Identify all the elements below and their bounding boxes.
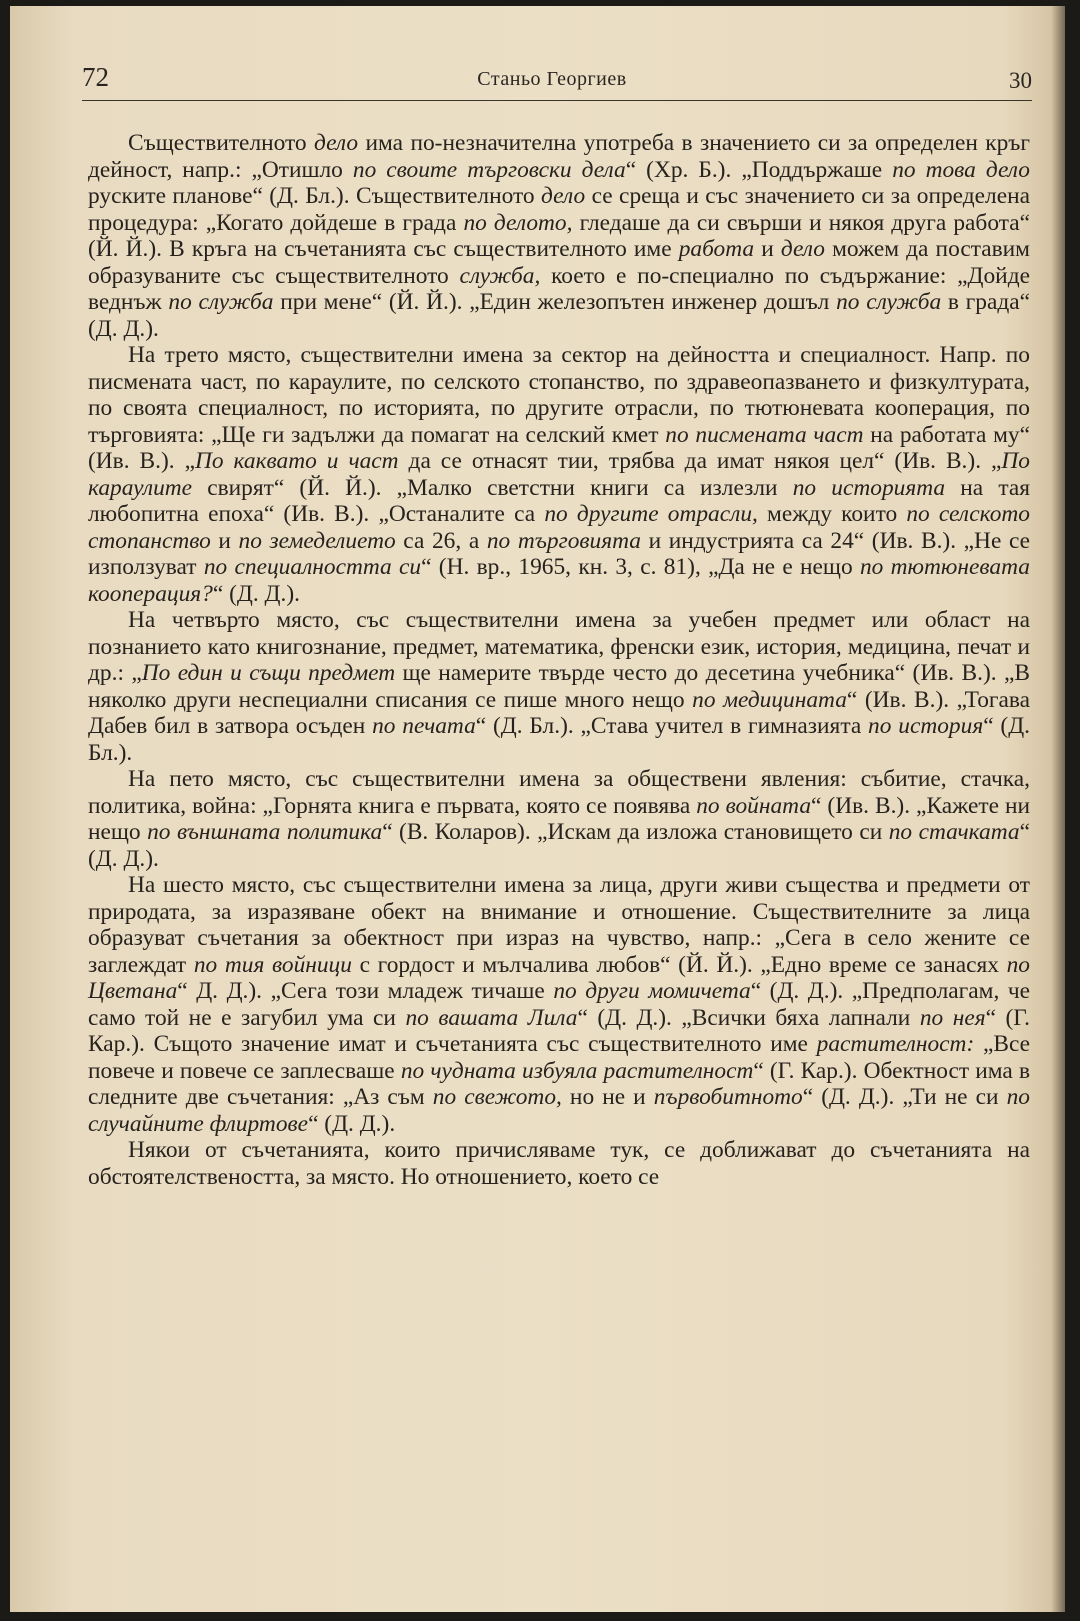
italic-example: по специалността си bbox=[203, 554, 422, 580]
italic-example: По караулите bbox=[88, 448, 1030, 501]
italic-example: по свежото, bbox=[432, 1084, 562, 1110]
text-run: на тая любопитна епоха“ (Ив. В.). „Останалите са bbox=[88, 474, 1030, 527]
text-run: при мене“ (Й. Й.). „Един железопътен инженер дошъл bbox=[273, 289, 837, 315]
italic-example: по чудната избуяла растителност bbox=[400, 1057, 754, 1084]
text-run: и индустрията са 24“ (Ив. В.). „Не се използуват bbox=[88, 527, 1031, 580]
paragraph bbox=[88, 766, 1030, 872]
page-edge-shadow bbox=[1051, 6, 1065, 1612]
paragraph bbox=[88, 342, 1030, 607]
text-run: “ (Н. вр., 1965, кн. 3, с. 81), „Да не е нещо bbox=[421, 554, 860, 580]
italic-example: по служба bbox=[168, 289, 274, 315]
text-run: “ (Д. Бл.). „Става учител в гимназията bbox=[475, 713, 869, 739]
italic-example: по медицината bbox=[692, 686, 847, 713]
text-run: “ (Д. Д.). „Ти не си bbox=[802, 1084, 1007, 1110]
paragraph bbox=[88, 1137, 1030, 1190]
text-run: “ (Ив. В.). „Кажете ни нещо bbox=[88, 792, 1030, 845]
text-run: „Все повече и повече се заплесваше bbox=[88, 1031, 1030, 1084]
text-run: “ (В. Коларов). „Искам да изложа становището си bbox=[382, 819, 889, 845]
italic-example: по печата bbox=[372, 713, 476, 739]
text-run: с гордост и мълчалива любов“ (Й. Й.). „Едно време се занасях bbox=[351, 951, 1007, 978]
body-text bbox=[88, 130, 1030, 1190]
running-head bbox=[72, 62, 1032, 102]
italic-example: по историята bbox=[792, 474, 946, 501]
book-page bbox=[10, 6, 1065, 1612]
italic-example: По каквато и част bbox=[194, 448, 399, 474]
text-run: но не и bbox=[561, 1084, 654, 1110]
text-run: което е по-специално по съдържание: „Дойде веднъж bbox=[88, 262, 1030, 315]
italic-example: първобитното bbox=[653, 1084, 803, 1110]
text-run: Някои от съчетанията, които причисляваме тук, се доближават до съчетанията на обстоятелствеността, за място. Но отношението, което се bbox=[88, 1137, 1030, 1190]
italic-example: по нея bbox=[919, 1004, 986, 1031]
text-run: руските планове“ (Д. Бл.). Съществителното bbox=[88, 183, 542, 209]
italic-example: по история bbox=[868, 713, 984, 739]
paragraph bbox=[88, 130, 1030, 342]
italic-example: работа bbox=[678, 236, 755, 262]
paragraph bbox=[88, 607, 1030, 766]
italic-example: по търговията bbox=[486, 527, 641, 554]
text-run: “ (Д. Бл.). bbox=[88, 713, 1031, 766]
text-run: “ (Д. Д.). bbox=[88, 819, 1030, 872]
folio-number: 30 bbox=[1009, 68, 1032, 93]
text-run: “ (Ив. В.). „Тогава Дабев бил в затвора осъден bbox=[88, 686, 1031, 739]
text-run: да се отнасят тии, трябва да имат някоя цел“ (Ив. В.). „ bbox=[398, 448, 1002, 474]
text-run: На пето място, със съществителни имена за обществени явления: събитие, стачка, политика, война: „Горнята книга е първата, която се появява bbox=[88, 766, 1030, 819]
text-run: На шесто място, със съществителни имена за лица, други живи същества и предмети от природата, за изразяване обект на внимание и отношение. Съществителните за лица образуват съчетания за обектност при израз на чувство, напр.: „Сега в село жените се заглеждат bbox=[88, 872, 1030, 978]
italic-example: дело bbox=[780, 236, 825, 262]
text-run: “ (Д. Д.). „Всички бяха лапнали bbox=[577, 1004, 920, 1031]
text-run: “ (Г. Кар.). Обектност има в следните две съчетания: „Аз съм bbox=[88, 1057, 1031, 1110]
italic-example: по писмената част bbox=[665, 421, 864, 448]
italic-example: по вашата Лила bbox=[405, 1004, 578, 1031]
italic-example: по външната политика bbox=[147, 819, 383, 845]
italic-example: по другите отрасли, bbox=[544, 501, 758, 527]
italic-example: служба, bbox=[459, 262, 541, 289]
header-rule bbox=[82, 100, 1032, 101]
text-run: в града“ (Д. Д.). bbox=[88, 289, 1031, 342]
text-run: свирят“ (Й. Й.). „Малко светстни книги са излезли bbox=[192, 474, 793, 501]
italic-example: по служба bbox=[836, 289, 942, 315]
italic-example: по своите търговски дела bbox=[352, 156, 626, 183]
italic-example: дело bbox=[314, 130, 359, 156]
text-run: се среща и със значението си за определена процедура: „Когато дойдеше в града bbox=[88, 183, 1030, 236]
text-run: можем да поставим образуваните със съществителното bbox=[88, 236, 1030, 289]
italic-example: по Цветана bbox=[88, 951, 1030, 1004]
paragraph bbox=[88, 872, 1030, 1137]
text-run: между които bbox=[757, 501, 907, 527]
text-run: и bbox=[754, 236, 781, 262]
italic-example: по други момичета bbox=[553, 978, 751, 1004]
italic-example: по селското стопанство bbox=[88, 501, 1031, 554]
text-run: Съществителното bbox=[128, 130, 315, 156]
italic-example: по земеделието bbox=[238, 527, 396, 554]
text-run: На трето място, съществителни имена за сектор на дейността и специалност. Напр. по писмената част, по караулите, по селското стопанство, по здравеопазването и физкултурата, по своята специалност, по историята, по другите отрасли, по тютюневата кооперация, по търговията: „Ще ги задължи да помагат на селский кмет bbox=[88, 342, 1030, 448]
text-run: на работата му“ (Ив. В.). „ bbox=[88, 421, 1030, 474]
running-title: Станьо Георгиев bbox=[477, 68, 627, 90]
text-run: гледаше да си свърши и някоя друга работа“ (Й. Й.). В кръга на съчетанията със съществителното име bbox=[88, 209, 1030, 262]
text-run: На четвърто място, със съществителни имена за учебен предмет или област на познанието като книгознание, предмет, математика, френски език, история, медицина, печат и др.: „ bbox=[88, 607, 1030, 686]
text-run: има по-незначителна употреба в значението си за определен кръг дейност, напр.: „Отишло bbox=[88, 130, 1030, 183]
text-run: “ Д. Д.). „Сега този младеж тичаше bbox=[177, 978, 554, 1004]
text-run: “ (Хр. Б.). „Поддържаше bbox=[625, 156, 893, 183]
italic-example: дело bbox=[541, 183, 586, 209]
page-number: 72 bbox=[82, 62, 109, 92]
text-run: “ (Д. Д.). bbox=[212, 580, 300, 607]
text-run: “ (Г. Кар.). Същото значение имат и съчетанията със съществителното име bbox=[88, 1004, 1030, 1057]
italic-example: по тия войници bbox=[193, 951, 352, 978]
italic-example: по тютюневата кооперация? bbox=[88, 554, 1030, 607]
text-run: “ (Д. Д.). „Предполагам, че само той не е загубил ума си bbox=[88, 978, 1030, 1031]
text-run: “ (Д. Д.). bbox=[308, 1110, 396, 1137]
italic-example: По един и същи предмет bbox=[141, 660, 396, 686]
italic-example: по войната bbox=[696, 792, 812, 819]
italic-example: по случайните флиртове bbox=[88, 1084, 1030, 1137]
text-run: и bbox=[210, 527, 239, 554]
text-run: са 26, а bbox=[395, 527, 487, 554]
italic-example: по това дело bbox=[892, 156, 1030, 183]
italic-example: по стачката bbox=[888, 819, 1020, 845]
text-run: ще намерите твърде често до десетина учебника“ (Ив. В.). „В няколко други неспециални списания се пише много нещо bbox=[88, 660, 1030, 713]
italic-example: растителност: bbox=[816, 1031, 975, 1057]
italic-example: по делото, bbox=[463, 209, 573, 236]
